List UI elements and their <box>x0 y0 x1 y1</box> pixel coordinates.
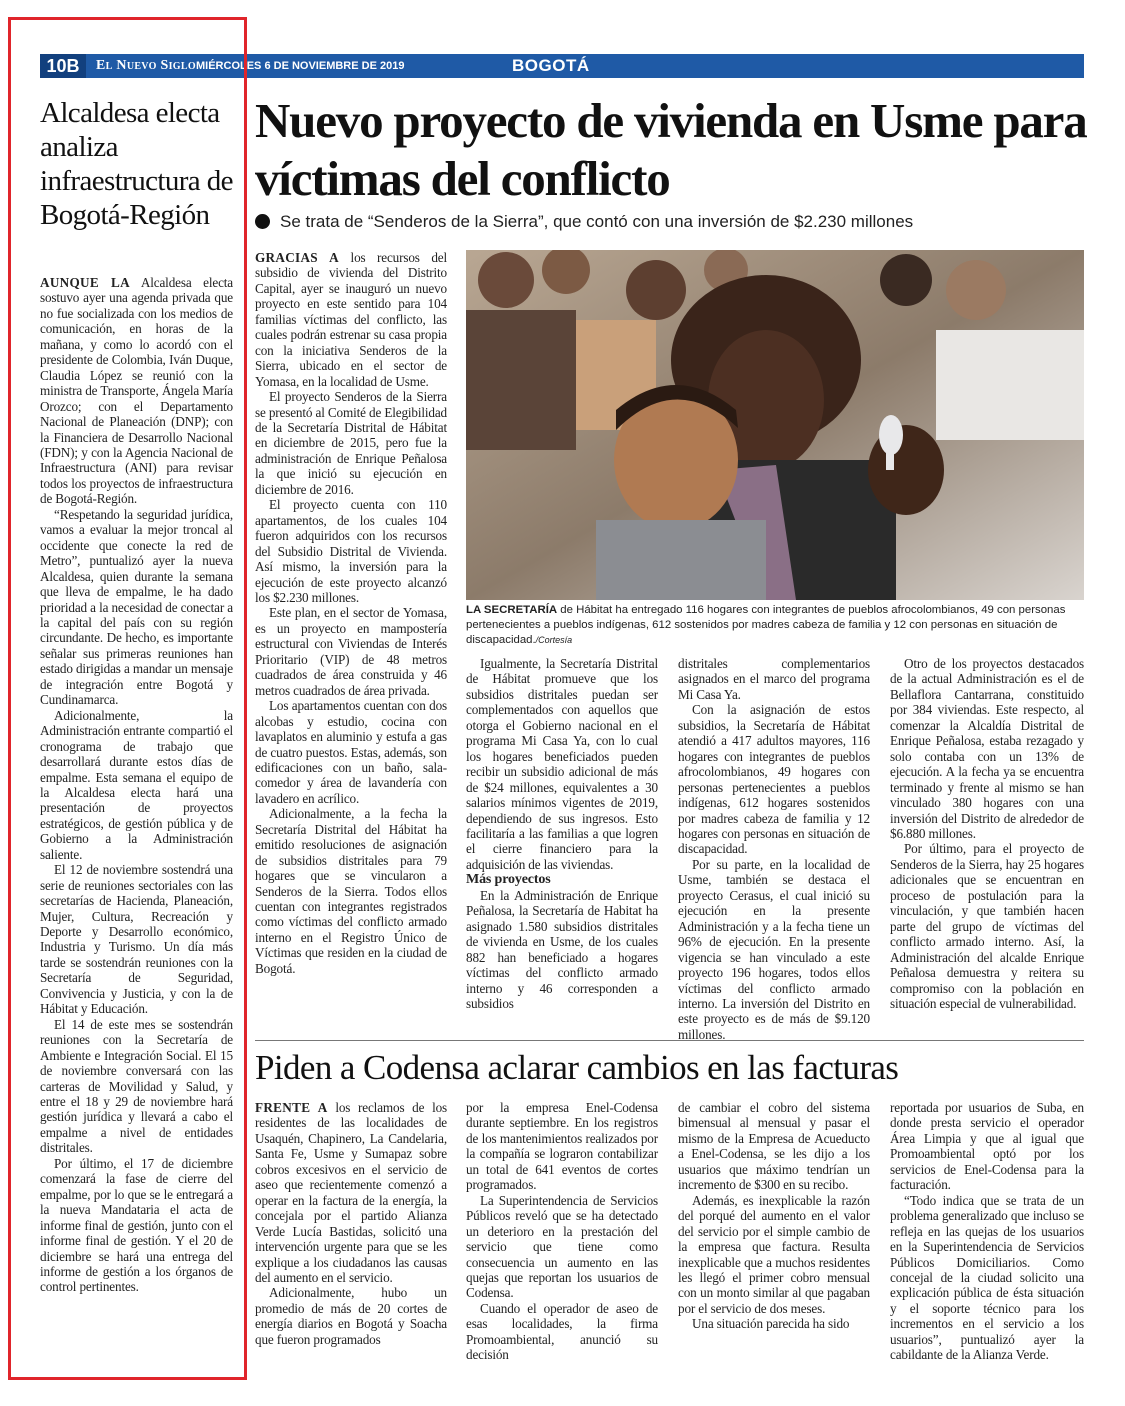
second-article-column <box>678 1100 870 1332</box>
main-headline: Nuevo proyecto de vivienda en Usme para víctimas del conflicto <box>255 93 1087 206</box>
article-paragraph: Adicionalmente, hubo un promedio de más de 20 cortes de energía diarios en Bogotá y Soacha que fueron programados <box>255 1285 447 1347</box>
article-paragraph: Por último, para el proyecto de Senderos de la Sierra, hay 25 hogares adicionales que se encuentran en proceso de postulación para la vinculación, y que también hacen parte del grupo de víctimas del conflicto armado interno. Así, la Administración del alcalde Enrique Peñalosa demuestra y reitera su compromiso con la población en situación especial de vulnerabilidad. <box>890 841 1084 1011</box>
bullet-icon <box>255 214 270 229</box>
article-paragraph: Cuando el operador de aseo de esas localidades, la firma Promoambiental, anunció su decisión <box>466 1300 658 1363</box>
second-article-column <box>255 1100 447 1347</box>
sidebar-paragraph: El 14 de este mes se sostendrán reuniones con la Secretaría de Ambiente e Integración Social. El 15 de noviembre conversará con las carteras de Movilidad y Salud, y entre el 18 y 29 de noviembre hará gestión jurídica y llevará a cabo el empalme a nivel de entidades distritales. <box>40 1016 233 1156</box>
article-paragraph: reportada por usuarios de Suba, en donde presta servicio el operador Área Limpia y que al igual que Promoambiental optó por los servicios de Enel-Codensa para la facturación. <box>890 1100 1084 1193</box>
article-paragraph: Otro de los proyectos destacados de la actual Administración es el de Bellaflora Cantarrana, constituido por 384 viviendas. Este respecto, al comenzar la Alcaldía Distrital de Enrique Peñalosa, estaba rezagado y solo contaba con un 13% de ejecución. A la fecha ya se encuentra terminado y frente al mismo se han vinculado 380 hogares con una inversión del Distrito de alrededor de $6.880 millones. <box>890 656 1084 841</box>
page-number: 10B <box>40 54 86 78</box>
main-article-column <box>466 656 658 1011</box>
article-paragraph: Este plan, en el sector de Yomasa, es un proyecto en mampostería estructural con Viviendas de Interés Prioritario (VIP) de 48 metros cuadrados de área construida y 46 metros cuadrados de área privada. <box>255 605 447 698</box>
article-paragraph: FRENTE A los reclamos de los residentes de las localidades de Usaquén, Chapinero, La Candelaria, Santa Fe, Usme y Sumapaz sobre cobros excesivos en el servicio de aseo que recientemente comenzó a operar en la factura de la energía, la concejala por el partido Alianza Verde Lucía Bastidas, solicitó una intervención urgente para que se les explique a los ciudadanos las causas del aumento en el servicio. <box>255 1100 448 1285</box>
highlight-frame <box>8 17 247 1380</box>
article-lead: FRENTE A <box>255 1100 328 1115</box>
article-paragraph: El proyecto cuenta con 110 apartamentos, de los cuales 104 fueron adquiridos con los recursos del Subsidio Distrital de Vivienda. Así mismo, la inversión para la ejecución de este proyecto alcanzó los $2.230 millones. <box>255 497 447 605</box>
sidebar-headline: Alcaldesa electa analiza infraestructura de Bogotá-Región <box>40 97 233 231</box>
article-divider <box>255 1040 1084 1041</box>
article-paragraph: Por su parte, en la localidad de Usme, también se destaca el proyecto Cerasus, el cual inició su ejecución en la presente Administración y a la fecha tiene un 96% de ejecución. En la presente vigencia se han vinculado a este proyecto 196 hogares, todos ellos víctimas del conflicto armado interno. La inversión del Distrito en este proyecto es de más de $9.120 millones. <box>678 856 870 1042</box>
sidebar-paragraph: Adicionalmente, la Administración entrante compartió el cronograma de trabajo que desarrollará durante estos días de empalme. Esta semana el equipo de la Alcaldesa electa hará una presentación de proyectos estratégicos, de gestión pública y de Gobierno a la Administración saliente. <box>40 707 233 862</box>
header-date: MIÉRCOLES 6 DE NOVIEMBRE DE 2019 <box>196 60 405 72</box>
article-paragraph: En la Administración de Enrique Peñalosa, la Secretaría de Habitat ha asignado 1.580 subsidios distritales de vivienda en Usme, de los cuales 882 han beneficiado a hogares víctimas del conflicto armado interno y 46 corresponden a subsidios <box>466 887 658 1011</box>
second-article-column <box>466 1100 658 1363</box>
sidebar-paragraph: Por último, el 17 de diciembre comenzará la fase de cierre del empalme, por lo que se le entregará a la nueva Mandataria el acta de informe final de gestión, junto con el informe final de gestión. Y el 20 de diciembre se hará una entrega del informe de gestión a los órganos de control pertinentes. <box>40 1155 233 1295</box>
article-paragraph: distritales complementarios asignados en el marco del programa Mi Casa Ya. <box>678 656 870 702</box>
article-paragraph: Adicionalmente, a la fecha la Secretaría Distrital del Hábitat ha emitido resoluciones de asignación de subsidios distritales para 79 hogares que se vincularon a Senderos de la Sierra. Todos ellos cuentan con integrantes registrados como víctimas del conflicto armado interno en el Registro Único de Víctimas que residen en la ciudad de Bogotá. <box>255 806 447 976</box>
sidebar-paragraph: AUNQUE LA Alcaldesa electa sostuvo ayer una agenda privada que no fue socializada con los medios de comunicación, en horas de la mañana, y como lo acordó con el presidente de Colombia, Iván Duque, Claudia López se reunió con la ministra de Transporte, Ángela María Orozco; con el Departamento Nacional de Planeación (DNP); con la Financiera de Desarrollo Nacional (FDN); y con la Agencia Nacional de Infraestructura (ANI) para revisar todos los proyectos de infraestructura de Bogotá-Región. <box>40 275 234 507</box>
second-headline: Piden a Codensa aclarar cambios en las facturas <box>255 1048 899 1087</box>
article-paragraph: La Superintendencia de Servicios Públicos reveló que se ha detectado un deterioro en la prestación del servicio que tiene como consecuencia un aumento en las quejas que reportan los usuarios de Codensa. <box>466 1192 658 1301</box>
article-paragraph: Los apartamentos cuentan con dos alcobas y estudio, cocina con lavaplatos en aluminio y estufa a gas de cuatro puestos. Estas, además, son edificaciones con un baño, sala-comedor y área de lavandería con lavadero en acrílico. <box>255 698 447 806</box>
article-paragraph: “Todo indica que se trata de un problema generalizado que incluso se refleja en las quejas de los usuarios en la Superintendencia de Servicios Públicos Domiciliarios. Como concejal de la ciudad solicito una explicación pública de ésta situación y el soporte técnico para los incrementos en el servicio a los usuarios”, puntualizó ayer la cabildante de la Alianza Verde. <box>890 1192 1084 1363</box>
main-subheadline: Se trata de “Senderos de la Sierra”, que contó con una inversión de $2.230 millones <box>255 210 1085 234</box>
article-paragraph: El proyecto Senderos de la Sierra se presentó al Comité de Elegibilidad de la Secretaría Distrital de Hábitat en diciembre de 2015, pero fue la administración de Enrique Peñalosa la que inició su ejecución en diciembre de 2016. <box>255 389 447 497</box>
article-paragraph: Con la asignación de estos subsidios, la Secretaría de Hábitat atendió a 417 adultos mayores, 116 hogares con integrantes de pueblos afrocolombianos, 49 hogares con personas pertenecientes a pueblos indígenas, 612 hogares sostenidos por madres cabeza de familia y 12 hogares con personas en situación de discapacidad. <box>678 702 870 857</box>
sidebar-paragraph: “Respetando la seguridad jurídica, vamos a evaluar la mejor troncal al occidente que conecte la red de Metro”, puntualizó ayer la nueva Alcaldesa, quien durante la semana que lleva de empalme, le ha dado prioridad a la necesidad de conectar a la capital del país con su región circundante. De hecho, es importante señalar sus primeras reuniones han estado dirigidas a mandar un mensaje de integración entre Bogotá y Cundinamarca. <box>40 506 233 708</box>
second-article-column <box>890 1100 1084 1363</box>
sidebar-lead: AUNQUE LA <box>40 275 130 290</box>
article-lead: GRACIAS A <box>255 250 340 265</box>
article-paragraph: Una situación parecida ha sido <box>692 1316 850 1332</box>
article-photo <box>466 250 1084 600</box>
article-paragraph: GRACIAS A los recursos del subsidio de vivienda del Distrito Capital, ayer se inauguró un nuevo proyecto en este sentido para 104 familias víctimas del conflicto, las cuales podrán estrenar su casa propia con la iniciativa Senderos de la Sierra, ubicado en el sector de Yomasa, en la localidad de Usme. <box>255 250 447 389</box>
article-paragraph: Igualmente, la Secretaría Distrital de Hábitat promueve que los subsidios distritales puedan ser complementados con aquellos que otorga el Gobierno nacional en el programa Mi Casa Ya, con lo cual los hogares beneficiados pueden recibir un subsidio adicional de más de $24 millones, equivalentes a 30 salarios mínimos vigentes de 2019, dependiendo de sus ingresos. Esto facilitaría a las familias a que logren el cierre financiero para la adquisición de las viviendas. <box>466 656 658 872</box>
article-paragraph: de cambiar el cobro del sistema bimensual al mensual y pasar el mismo de la Empresa de Acueducto a Enel-Codensa, se les dijo a los usuarios que máximo tendrían un incremento de $300 en su recibo. <box>678 1100 870 1193</box>
caption-lead: LA SECRETARÍA <box>466 604 558 616</box>
article-paragraph: Además, es inexplicable la razón del porqué del aumento en el valor del servicio por el simple cambio de la empresa que factura. Resulta inexplicable que a muchos residentes les llegó el primer cobro mensual con un monto similar al que pagaban por el servicio de dos meses. <box>678 1192 870 1316</box>
main-article-column <box>890 656 1084 1011</box>
main-article-column <box>678 656 870 1042</box>
photo-caption: LA SECRETARÍA de Hábitat ha entregado 116 hogares con integrantes de pueblos afrocolombianos, 49 con personas pertenecientes a pueblos indígenas, 612 sostenidos por madres cabeza de familia y 12 con personas en situación de discapacidad./Cortesía <box>466 604 1066 646</box>
article-paragraph: por la empresa Enel-Codensa durante septiembre. En los registros de los mantenimientos realizados por la compañía se lograron contabilizar un total de 641 eventos de cortes programados. <box>466 1100 658 1193</box>
sidebar-paragraph: El 12 de noviembre sostendrá una serie de reuniones sectoriales con las secretarías de Hacienda, Planeación, Mujer, Cultura, Recreación y Deporte y Desarrollo económico, Industria y Turismo. Un día más tarde se sostendrán reuniones con la Secretaría de Seguridad, Convivencia y Justicia, y con la de Hábitat y Educación. <box>40 862 233 1017</box>
newspaper-name: El Nuevo Siglo <box>96 58 196 73</box>
article-subhead: Más proyectos <box>466 872 551 888</box>
photo-credit: /Cortesía <box>535 635 573 645</box>
main-article-column <box>255 250 447 976</box>
section-name: BOGOTÁ <box>512 56 590 75</box>
